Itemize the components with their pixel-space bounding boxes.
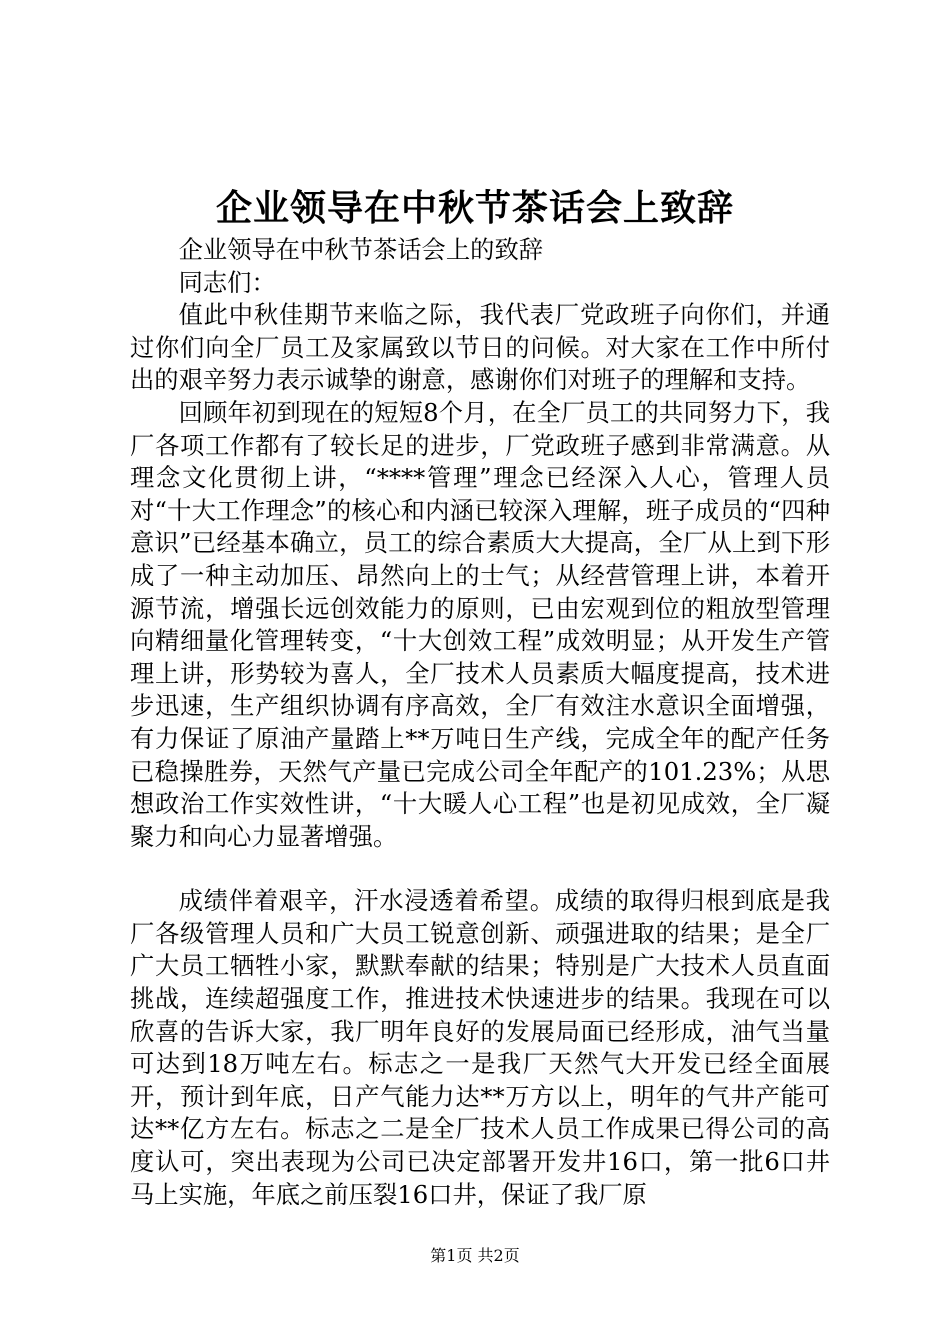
document-title: 企业领导在中秋节茶话会上致辞 bbox=[215, 187, 734, 229]
subtitle-line: 企业领导在中秋节茶话会上的致辞 bbox=[178, 235, 544, 264]
page-footer: 第1页 共2页 bbox=[430, 1246, 520, 1265]
paragraph-achievements: 成绩伴着艰辛，汗水浸透着希望。成绩的取得归根到底是我厂各级管理人员和广大员工锐意创新、顽强进取的结果；是全厂广大员工牺牲小家，默默奉献的结果；特别是广大技术人员直面挑战，连续超强度工作，推进技术快速进步的结果。我现在可以欣喜的告诉大家，我厂明年良好的发展局面已经形成，油气当量可达到18万吨左右。标志之一是我厂天然气大开发已经全面展开，预计到年底，日产气能力达**万方以上，明年的气井产能可达**亿方左右。标志之二是全厂技术人员工作成果已得公司的高度认可，突出表现为公司已决定部署开发井16口，第一批6口井马上实施，年底之前压裂16口井，保证了我厂原 bbox=[130, 886, 830, 1209]
document-body bbox=[130, 234, 830, 1211]
salutation-line: 同志们： bbox=[178, 267, 276, 297]
paragraph-greeting: 值此中秋佳期节来临之际，我代表厂党政班子向你们，并通过你们向全厂员工及家属致以节日的问候。对大家在工作中所付出的艰辛努力表示诚挚的谢意，感谢你们对班子的理解和支持。 bbox=[130, 300, 830, 395]
paragraph-review: 回顾年初到现在的短短8个月，在全厂员工的共同努力下，我厂各项工作都有了较长足的进步，厂党政班子感到非常满意。从理念文化贯彻上讲，“****管理”理念已经深入人心，管理人员对“十大工作理念”的核心和内涵已较深入理解，班子成员的“四种意识”已经基本确立，员工的综合素质大大提高，全厂从上到下形成了一种主动加压、昂然向上的士气；从经营管理上讲，本着开源节流，增强长远创效能力的原则，已由宏观到位的粗放型管理向精细量化管理转变，“十大创效工程”成效明显；从开发生产管理上讲，形势较为喜人，全厂技术人员素质大幅度提高，技术进步迅速，生产组织协调有序高效，全厂有效注水意识全面增强，有力保证了原油产量踏上**万吨日生产线，完成全年的配产任务已稳操胜券，天然气产量已完成公司全年配产的101.23%；从思想政治工作实效性讲，“十大暖人心工程”也是初见成效，全厂凝聚力和向心力显著增强。 bbox=[130, 397, 830, 851]
